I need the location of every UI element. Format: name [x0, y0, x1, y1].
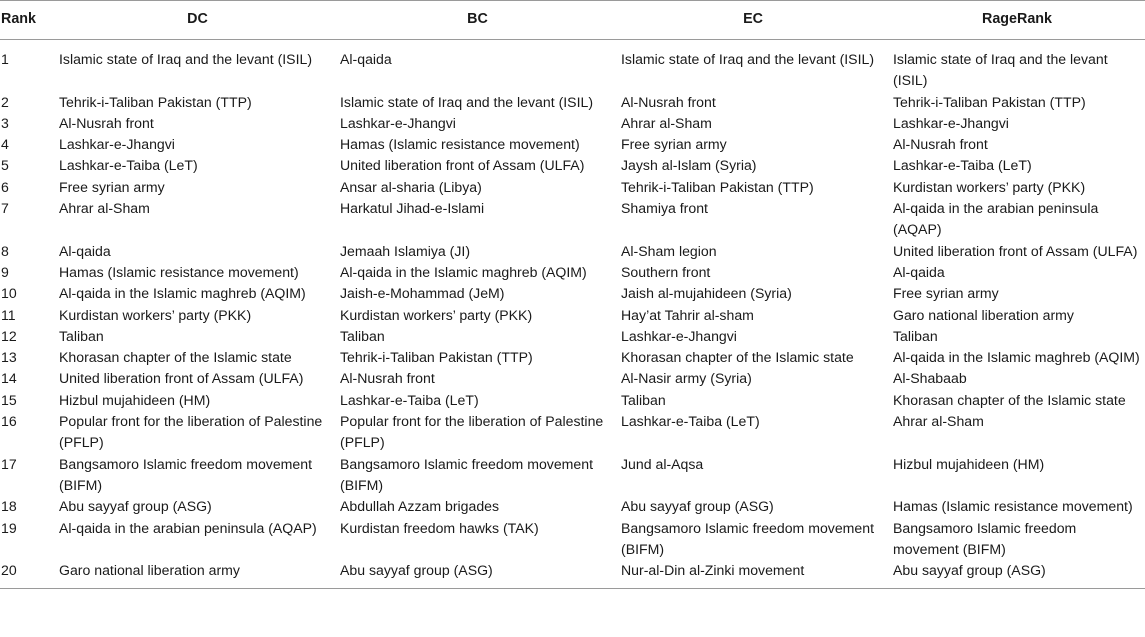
cell-ec: Islamic state of Iraq and the levant (ISIL): [621, 51, 875, 67]
cell-ragerank: Al-Shabaab: [893, 370, 967, 387]
cell-ec: Jaysh al-Islam (Syria): [621, 157, 757, 174]
cell-ec: Lashkar-e-Jhangvi: [621, 327, 737, 344]
header-row: [0, 1, 1145, 40]
cell-bc: Abu sayyaf group (ASG): [340, 562, 493, 579]
table-row: [0, 305, 1145, 326]
table-row: [0, 92, 1145, 113]
cell-ragerank: Garo national liberation army: [893, 306, 1074, 323]
cell-ragerank: Al-qaida in the arabian peninsula (AQAP): [893, 200, 1099, 238]
cell-ec: Free syrian army: [621, 136, 727, 153]
cell-ec: Nur-al-Din al-Zinki movement: [621, 562, 805, 579]
cell-rank: 15: [1, 391, 17, 408]
cell-rank: 12: [1, 327, 17, 344]
cell-ec: Abu sayyaf group (ASG): [621, 498, 774, 515]
table-row: [0, 177, 1145, 198]
cell-bc: Al-qaida: [340, 51, 392, 67]
cell-rank: 10: [1, 285, 17, 302]
cell-dc: Ahrar al-Sham: [59, 200, 150, 217]
cell-bc: Popular front for the liberation of Palestine (PFLP): [340, 413, 604, 451]
table-row: [0, 454, 1145, 497]
cell-bc: Kurdistan workers’ party (PKK): [340, 306, 533, 323]
table-row: [0, 347, 1145, 368]
table-row: [0, 411, 1145, 454]
cell-bc: Taliban: [340, 327, 385, 344]
cell-dc: Al-qaida: [59, 242, 111, 259]
table-row: [0, 326, 1145, 347]
cell-ec: Hay’at Tahrir al-sham: [621, 306, 754, 323]
cell-dc: Kurdistan workers’ party (PKK): [59, 306, 252, 323]
cell-ragerank: Taliban: [893, 327, 938, 344]
cell-rank: 19: [1, 519, 17, 536]
table-row: [0, 496, 1145, 517]
cell-bc: Hamas (Islamic resistance movement): [340, 136, 580, 153]
cell-ragerank: Ahrar al-Sham: [893, 413, 984, 430]
cell-ragerank: United liberation front of Assam (ULFA): [893, 242, 1138, 259]
cell-ragerank: Abu sayyaf group (ASG): [893, 562, 1046, 579]
cell-rank: 18: [1, 498, 17, 515]
table-row: [0, 134, 1145, 155]
cell-rank: 14: [1, 370, 17, 387]
cell-bc: Al-Nusrah front: [340, 370, 435, 387]
cell-bc: Ansar al-sharia (Libya): [340, 178, 482, 195]
cell-rank: 4: [1, 136, 9, 153]
cell-ragerank: Al-Nusrah front: [893, 136, 988, 153]
cell-ragerank: Bangsamoro Islamic freedom movement (BIFM): [893, 519, 1077, 557]
cell-rank: 5: [1, 157, 9, 174]
table-row: [0, 262, 1145, 283]
cell-bc: Tehrik-i-Taliban Pakistan (TTP): [340, 349, 533, 366]
cell-bc: Harkatul Jihad-e-Islami: [340, 200, 485, 217]
cell-dc: Popular front for the liberation of Palestine (PFLP): [59, 413, 323, 451]
cell-ec: Khorasan chapter of the Islamic state: [621, 349, 854, 366]
cell-bc: Al-qaida in the Islamic maghreb (AQIM): [340, 263, 587, 280]
cell-bc: United liberation front of Assam (ULFA): [340, 157, 585, 174]
cell-dc: Al-Nusrah front: [59, 114, 154, 131]
cell-ec: Lashkar-e-Taiba (LeT): [621, 413, 760, 430]
cell-dc: Bangsamoro Islamic freedom movement (BIFM): [59, 455, 313, 493]
cell-rank: 11: [1, 306, 16, 323]
cell-dc: Hizbul mujahideen (HM): [59, 391, 211, 408]
cell-bc: Abdullah Azzam brigades: [340, 498, 500, 515]
cell-ragerank: Tehrik-i-Taliban Pakistan (TTP): [893, 93, 1086, 110]
cell-bc: Lashkar-e-Jhangvi: [340, 114, 456, 131]
cell-rank: 13: [1, 349, 17, 366]
table-row: [0, 518, 1145, 561]
cell-dc: Hamas (Islamic resistance movement): [59, 263, 299, 280]
cell-ragerank: Islamic state of Iraq and the levant (ISIL): [893, 51, 1108, 89]
header-dc: DC: [187, 11, 208, 28]
header-ec: EC: [743, 11, 763, 28]
cell-ragerank: Khorasan chapter of the Islamic state: [893, 391, 1126, 408]
cell-dc: Al-qaida in the Islamic maghreb (AQIM): [59, 285, 306, 302]
cell-ec: Shamiya front: [621, 200, 708, 217]
header-rank: Rank: [1, 11, 36, 28]
cell-ragerank: Lashkar-e-Jhangvi: [893, 114, 1009, 131]
table-row: [0, 198, 1145, 241]
cell-dc: Garo national liberation army: [59, 562, 240, 579]
cell-bc: Bangsamoro Islamic freedom movement (BIFM): [340, 455, 594, 493]
table-row: [0, 283, 1145, 304]
table-row: [0, 560, 1145, 589]
table-row: [0, 113, 1145, 134]
cell-ec: Tehrik-i-Taliban Pakistan (TTP): [621, 178, 814, 195]
cell-bc: Kurdistan freedom hawks (TAK): [340, 519, 539, 536]
cell-dc: Islamic state of Iraq and the levant (ISIL): [59, 51, 313, 67]
cell-ec: Al-Nusrah front: [621, 93, 716, 110]
cell-ragerank: Free syrian army: [893, 285, 999, 302]
cell-ec: Bangsamoro Islamic freedom movement (BIFM): [621, 519, 875, 557]
cell-dc: Abu sayyaf group (ASG): [59, 498, 212, 515]
cell-ragerank: Lashkar-e-Taiba (LeT): [893, 157, 1032, 174]
table-body: [0, 40, 1145, 589]
cell-dc: United liberation front of Assam (ULFA): [59, 370, 304, 387]
cell-ragerank: Hizbul mujahideen (HM): [893, 455, 1045, 472]
cell-rank: 7: [1, 200, 9, 217]
cell-bc: Jemaah Islamiya (JI): [340, 242, 471, 259]
cell-ec: Al-Sham legion: [621, 242, 717, 259]
cell-rank: 16: [1, 413, 17, 430]
cell-rank: 8: [1, 242, 9, 259]
cell-ragerank: Kurdistan workers’ party (PKK): [893, 178, 1086, 195]
header-bc: BC: [467, 11, 488, 28]
table-row: [0, 368, 1145, 389]
cell-bc: Lashkar-e-Taiba (LeT): [340, 391, 479, 408]
cell-ec: Southern front: [621, 263, 711, 280]
cell-ec: Taliban: [621, 391, 666, 408]
header-ragerank: RageRank: [982, 11, 1052, 28]
cell-ragerank: Hamas (Islamic resistance movement): [893, 498, 1133, 515]
cell-dc: Khorasan chapter of the Islamic state: [59, 349, 292, 366]
cell-rank: 20: [1, 562, 17, 579]
cell-dc: Tehrik-i-Taliban Pakistan (TTP): [59, 93, 252, 110]
cell-ec: Ahrar al-Sham: [621, 114, 712, 131]
cell-dc: Al-qaida in the arabian peninsula (AQAP): [59, 519, 317, 536]
table-row: [0, 40, 1145, 92]
cell-dc: Lashkar-e-Jhangvi: [59, 136, 175, 153]
cell-dc: Lashkar-e-Taiba (LeT): [59, 157, 198, 174]
cell-ragerank: Al-qaida: [893, 263, 945, 280]
cell-dc: Taliban: [59, 327, 104, 344]
cell-ragerank: Al-qaida in the Islamic maghreb (AQIM): [893, 349, 1140, 366]
table-row: [0, 241, 1145, 262]
cell-ec: Jund al-Aqsa: [621, 455, 704, 472]
table-row: [0, 390, 1145, 411]
cell-bc: Jaish-e-Mohammad (JeM): [340, 285, 505, 302]
cell-rank: 9: [1, 263, 9, 280]
table-header: [0, 1, 1145, 40]
cell-rank: 6: [1, 178, 9, 195]
cell-rank: 2: [1, 93, 9, 110]
cell-dc: Free syrian army: [59, 178, 165, 195]
cell-rank: 3: [1, 114, 9, 131]
table-row: [0, 155, 1145, 176]
cell-bc: Islamic state of Iraq and the levant (ISIL): [340, 93, 594, 110]
cell-ec: Jaish al-mujahideen (Syria): [621, 285, 792, 302]
cell-ec: Al-Nasir army (Syria): [621, 370, 752, 387]
cell-rank: 17: [1, 455, 17, 472]
cell-rank: 1: [1, 51, 9, 67]
